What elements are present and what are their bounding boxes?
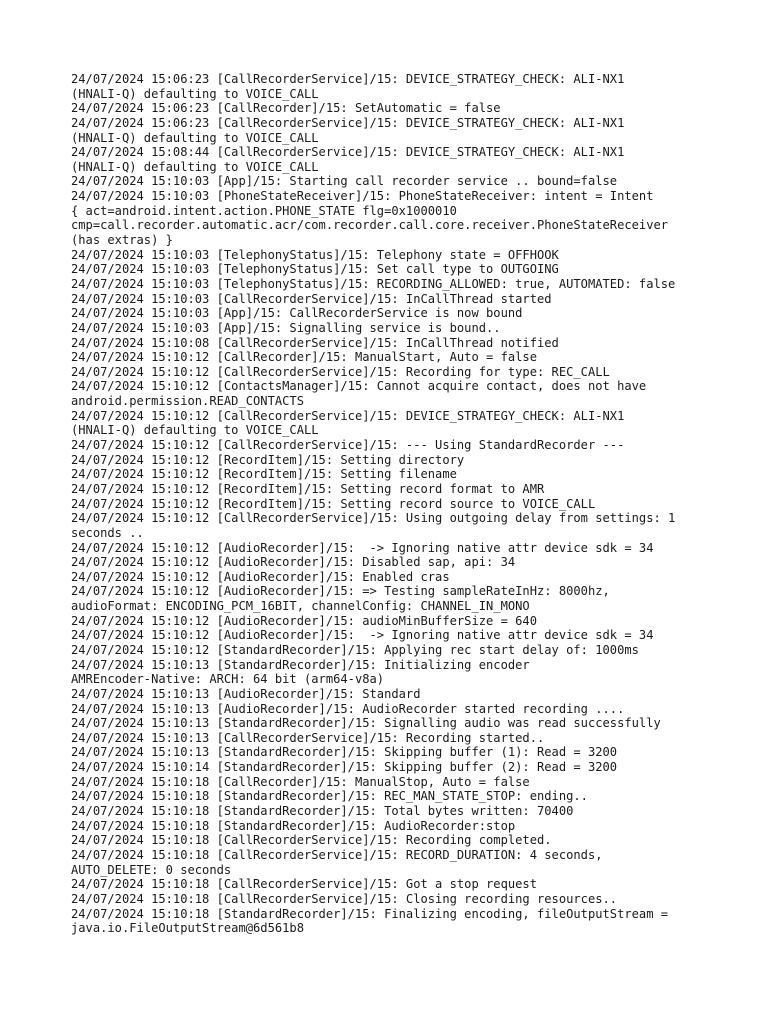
log-line: 24/07/2024 15:10:18 [CallRecorderService]/15: Closing recording resources..: [71, 891, 618, 906]
log-line: 24/07/2024 15:10:12 [AudioRecorder]/15: => Testing sampleRateInHz: 8000hz,: [71, 584, 610, 599]
log-line: 24/07/2024 15:06:23 [CallRecorderService]/15: DEVICE_STRATEGY_CHECK: ALI-NX1: [71, 72, 625, 86]
log-line: 24/07/2024 15:10:03 [CallRecorderService]/15: InCallThread started: [71, 291, 552, 306]
log-line: (has extras) }: [71, 233, 173, 248]
log-line: 24/07/2024 15:10:13 [StandardRecorder]/15: Initializing encoder: [71, 657, 530, 672]
log-line: 24/07/2024 15:10:12 [RecordItem]/15: Setting directory: [71, 452, 465, 467]
log-line: (HNALI-Q) defaulting to VOICE_CALL: [71, 130, 319, 145]
log-line: 24/07/2024 15:10:03 [TelephonyStatus]/15: Telephony state = OFFHOOK: [71, 247, 559, 262]
log-line: 24/07/2024 15:10:18 [StandardRecorder]/15: AudioRecorder:stop: [71, 818, 516, 833]
log-line: 24/07/2024 15:10:12 [CallRecorderService]/15: DEVICE_STRATEGY_CHECK: ALI-NX1: [71, 408, 625, 423]
log-line: 24/07/2024 15:10:03 [PhoneStateReceiver]/15: PhoneStateReceiver: intent = Intent: [71, 189, 654, 204]
log-line: 24/07/2024 15:10:12 [CallRecorderService]/15: Using outgoing delay from settings: 1: [71, 511, 676, 526]
log-line: 24/07/2024 15:10:18 [StandardRecorder]/15: Finalizing encoding, fileOutputStream =: [71, 906, 669, 921]
log-line: 24/07/2024 15:10:12 [StandardRecorder]/15: Applying rec start delay of: 1000ms: [71, 642, 639, 657]
log-line: 24/07/2024 15:10:03 [App]/15: Starting call recorder service .. bound=false: [71, 174, 618, 189]
log-line: 24/07/2024 15:10:12 [RecordItem]/15: Setting filename: [71, 467, 457, 482]
log-line: 24/07/2024 15:10:12 [AudioRecorder]/15: -> Ignoring native attr device sdk = 34: [71, 628, 654, 643]
log-line: 24/07/2024 15:10:18 [CallRecorderService]/15: Got a stop request: [71, 877, 537, 892]
log-line: 24/07/2024 15:10:18 [CallRecorderService]/15: Recording completed.: [71, 833, 552, 848]
log-line: 24/07/2024 15:10:18 [StandardRecorder]/15: Total bytes written: 70400: [71, 804, 574, 819]
log-line: 24/07/2024 15:10:12 [AudioRecorder]/15: Disabled sap, api: 34: [71, 555, 516, 570]
log-line: 24/07/2024 15:10:08 [CallRecorderService]/15: InCallThread notified: [71, 335, 559, 350]
log-line: AMREncoder-Native: ARCH: 64 bit (arm64-v8a): [71, 672, 385, 687]
log-line: 24/07/2024 15:10:12 [AudioRecorder]/15: audioMinBufferSize = 640: [71, 613, 537, 628]
log-line: 24/07/2024 15:06:23 [CallRecorderService]/15: DEVICE_STRATEGY_CHECK: ALI-NX1: [71, 115, 625, 130]
log-line: 24/07/2024 15:10:14 [StandardRecorder]/15: Skipping buffer (2): Read = 3200: [71, 760, 618, 775]
log-line: (HNALI-Q) defaulting to VOICE_CALL: [71, 86, 319, 101]
log-line: seconds ..: [71, 525, 144, 540]
log-line: 24/07/2024 15:10:12 [AudioRecorder]/15: -> Ignoring native attr device sdk = 34: [71, 540, 654, 555]
log-line: 24/07/2024 15:10:03 [App]/15: CallRecorderService is now bound: [71, 306, 523, 321]
log-line: 24/07/2024 15:10:13 [StandardRecorder]/15: Skipping buffer (1): Read = 3200: [71, 745, 618, 760]
log-line: 24/07/2024 15:10:12 [RecordItem]/15: Setting record source to VOICE_CALL: [71, 496, 596, 511]
log-line: 24/07/2024 15:10:13 [AudioRecorder]/15: Standard: [71, 686, 421, 701]
log-line: (HNALI-Q) defaulting to VOICE_CALL: [71, 423, 319, 438]
log-line: 24/07/2024 15:10:12 [AudioRecorder]/15: Enabled cras: [71, 569, 450, 584]
log-line: 24/07/2024 15:10:12 [RecordItem]/15: Setting record format to AMR: [71, 481, 545, 496]
log-line: 24/07/2024 15:10:03 [TelephonyStatus]/15: Set call type to OUTGOING: [71, 262, 559, 277]
log-line: (HNALI-Q) defaulting to VOICE_CALL: [71, 159, 319, 174]
log-line: android.permission.READ_CONTACTS: [71, 394, 304, 409]
log-line: 24/07/2024 15:10:12 [ContactsManager]/15: Cannot acquire contact, does not have: [71, 379, 647, 394]
log-line: java.io.FileOutputStream@6d561b8: [71, 921, 304, 936]
log-line: 24/07/2024 15:10:18 [CallRecorderService]/15: RECORD_DURATION: 4 seconds,: [71, 847, 603, 862]
log-line: 24/07/2024 15:10:12 [CallRecorder]/15: ManualStart, Auto = false: [71, 350, 537, 365]
log-line: 24/07/2024 15:10:13 [CallRecorderService]/15: Recording started..: [71, 730, 545, 745]
log-line: cmp=call.recorder.automatic.acr/com.recorder.call.core.receiver.PhoneStateReceiver: [71, 218, 669, 233]
log-line: 24/07/2024 15:10:12 [CallRecorderService]/15: --- Using StandardRecorder ---: [71, 438, 625, 453]
log-line: 24/07/2024 15:10:12 [CallRecorderService]/15: Recording for type: REC_CALL: [71, 364, 610, 379]
log-line: 24/07/2024 15:10:18 [CallRecorder]/15: ManualStop, Auto = false: [71, 774, 530, 789]
log-line: 24/07/2024 15:06:23 [CallRecorder]/15: SetAutomatic = false: [71, 101, 501, 116]
log-text-block: [71, 72, 711, 936]
log-line: 24/07/2024 15:10:13 [StandardRecorder]/15: Signalling audio was read successfully: [71, 716, 661, 731]
log-line: 24/07/2024 15:10:13 [AudioRecorder]/15: AudioRecorder started recording ....: [71, 701, 625, 716]
log-line: 24/07/2024 15:10:03 [TelephonyStatus]/15: RECORDING_ALLOWED: true, AUTOMATED: false: [71, 276, 676, 291]
log-line: 24/07/2024 15:10:18 [StandardRecorder]/15: REC_MAN_STATE_STOP: ending..: [71, 789, 588, 804]
log-line: { act=android.intent.action.PHONE_STATE flg=0x1000010: [71, 203, 457, 218]
log-line: AUTO_DELETE: 0 seconds: [71, 862, 232, 877]
log-line: audioFormat: ENCODING_PCM_16BIT, channelConfig: CHANNEL_IN_MONO: [71, 599, 530, 614]
log-line: 24/07/2024 15:10:03 [App]/15: Signalling service is bound..: [71, 320, 501, 335]
log-line: 24/07/2024 15:08:44 [CallRecorderService]/15: DEVICE_STRATEGY_CHECK: ALI-NX1: [71, 145, 625, 160]
